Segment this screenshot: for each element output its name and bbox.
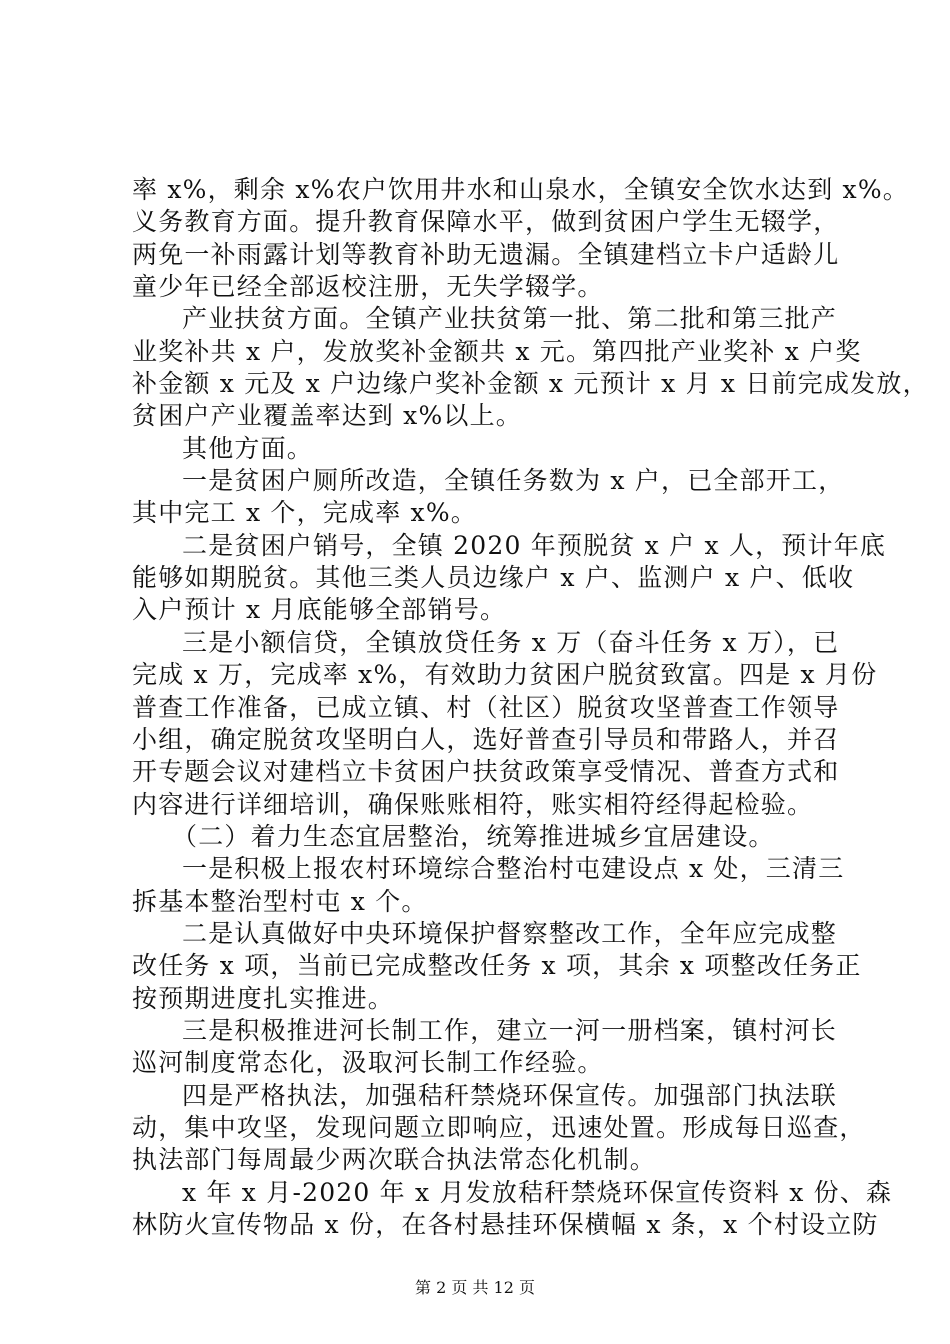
text-line: 执法部门每周最少两次联合执法常态化机制。 bbox=[132, 1145, 657, 1175]
text-line: 完成 x 万，完成率 x%，有效助力贫困户脱贫致富。四是 x 月份 bbox=[132, 660, 878, 690]
text-line: 业奖补共 x 户，发放奖补金额共 x 元。第四批产业奖补 x 户奖 bbox=[132, 336, 862, 366]
text-line: 其他方面。 bbox=[182, 433, 314, 463]
text-line: 一是积极上报农村环境综合整治村屯建设点 x 处，三清三 bbox=[182, 854, 845, 884]
text-line: x 年 x 月-2020 年 x 月发放秸秆禁烧环保宣传资料 x 份、森 bbox=[182, 1177, 893, 1207]
text-line: 二是贫困户销号，全镇 2020 年预脱贫 x 户 x 人，预计年底 bbox=[182, 530, 887, 560]
page-footer: 第 2 页 共 12 页 bbox=[415, 1278, 535, 1297]
text-line: 童少年已经全部返校注册，无失学辍学。 bbox=[132, 272, 604, 302]
text-line: 拆基本整治型村屯 x 个。 bbox=[132, 886, 428, 916]
text-line: 产业扶贫方面。全镇产业扶贫第一批、第二批和第三批产 bbox=[182, 304, 838, 334]
text-line: 改任务 x 项，当前已完成整改任务 x 项，其余 x 项整改任务正 bbox=[132, 951, 862, 981]
document-body bbox=[132, 174, 929, 1241]
text-line: 开专题会议对建档立卡贫困户扶贫政策享受情况、普查方式和 bbox=[132, 757, 840, 787]
text-line: 入户预计 x 月底能够全部销号。 bbox=[132, 595, 507, 625]
text-line: 一是贫困户厕所改造，全镇任务数为 x 户，已全部开工， bbox=[182, 466, 845, 496]
text-line: 贫困户产业覆盖率达到 x%以上。 bbox=[132, 401, 523, 431]
text-line: 小组，确定脱贫攻坚明白人，选好普查引导员和带路人，并召 bbox=[132, 724, 840, 754]
text-line: 四是严格执法，加强秸秆禁烧环保宣传。加强部门执法联 bbox=[182, 1080, 838, 1110]
text-line: 巡河制度常态化，汲取河长制工作经验。 bbox=[132, 1048, 604, 1078]
text-line: （二）着力生态宜居整治，统筹推进城乡宜居建设。 bbox=[172, 821, 775, 851]
text-line: 三是小额信贷，全镇放贷任务 x 万（奋斗任务 x 万），已 bbox=[182, 627, 840, 657]
text-line: 义务教育方面。提升教育保障水平，做到贫困户学生无辍学， bbox=[132, 207, 840, 237]
text-line: 两免一补雨露计划等教育补助无遗漏。全镇建档立卡户适龄儿 bbox=[132, 239, 840, 269]
text-line: 三是积极推进河长制工作，建立一河一册档案，镇村河长 bbox=[182, 1015, 838, 1045]
text-line: 率 x%，剩余 x%农户饮用井水和山泉水，全镇安全饮水达到 x%。 bbox=[132, 175, 910, 204]
text-line: 林防火宣传物品 x 份，在各村悬挂环保横幅 x 条，x 个村设立防 bbox=[132, 1210, 879, 1239]
text-line: 普查工作准备，已成立镇、村（社区）脱贫攻坚普查工作领导 bbox=[132, 692, 840, 722]
text-line: 其中完工 x 个，完成率 x%。 bbox=[132, 498, 477, 528]
text-line: 动，集中攻坚，发现问题立即响应，迅速处置。形成每日巡查， bbox=[132, 1112, 866, 1142]
text-line: 按预期进度扎实推进。 bbox=[132, 983, 395, 1013]
text-line: 能够如期脱贫。其他三类人员边缘户 x 户、监测户 x 户、低收 bbox=[132, 563, 855, 593]
text-line: 补金额 x 元及 x 户边缘户奖补金额 x 元预计 x 月 x 日前完成发放， bbox=[132, 369, 929, 399]
text-line: 内容进行详细培训，确保账账相符，账实相符经得起检验。 bbox=[132, 789, 814, 819]
text-line: 二是认真做好中央环境保护督察整改工作，全年应完成整 bbox=[182, 918, 838, 948]
